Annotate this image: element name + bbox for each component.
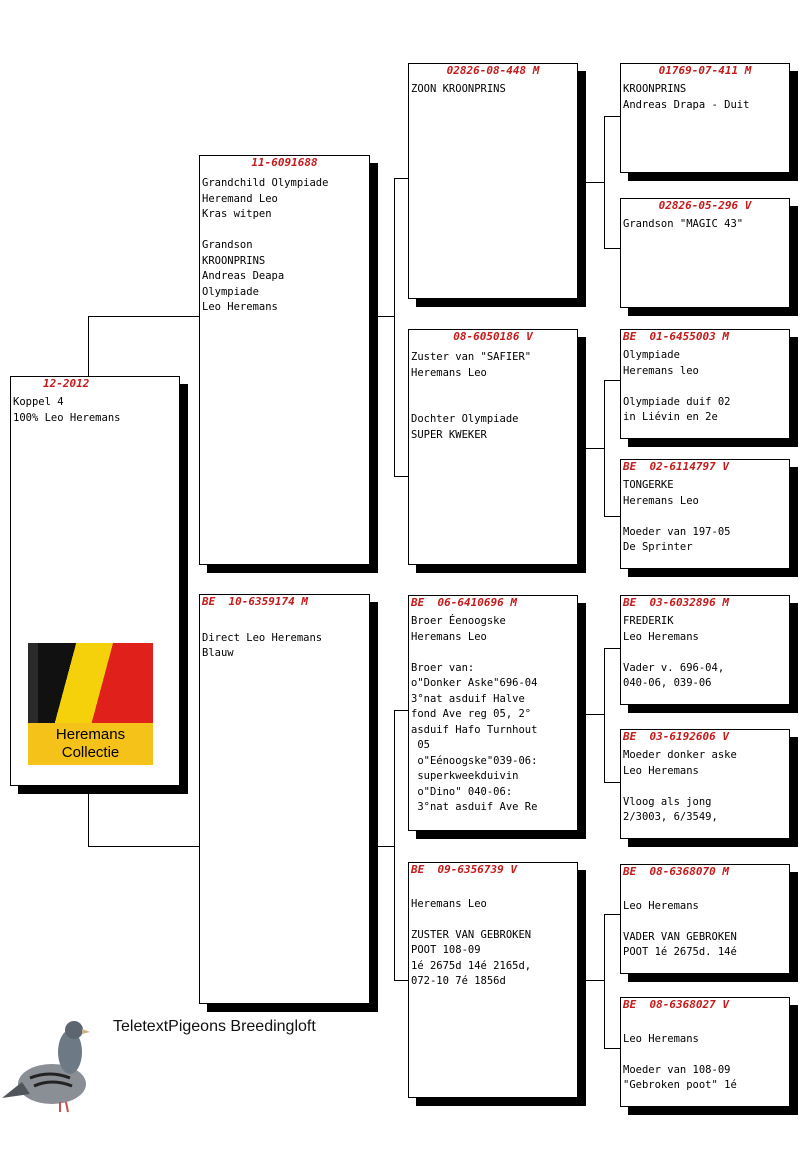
card-line [202,223,367,239]
card-line: Heremand Leo [202,192,278,205]
card-line [411,645,575,661]
connector [604,516,620,517]
card-line: 1é 2675d 14é 2165d, [411,959,532,972]
card-line: Grandchild Olympiade [202,177,329,189]
ds-sire-card[interactable] [620,595,790,705]
dd-dam-card[interactable] [620,997,790,1107]
card-line: Leo Heremans [202,301,278,313]
card-line: 100% Leo Heremans [13,411,121,424]
card-line: Leo Heremans [623,630,699,643]
ring-number: 08-6050186 V [453,330,533,343]
connector [586,448,604,449]
sd-sire-card[interactable] [620,329,790,439]
card-line: Moeder van 108-09 [623,1063,731,1076]
card-line [623,645,787,661]
dam-dam-card[interactable] [408,862,578,1098]
card-body [621,1012,789,1094]
card-body [409,610,577,816]
connector [604,248,620,249]
card-line: Broer van: [411,661,475,674]
card-line: Heremans Leo [411,366,487,379]
card-line: Moeder van 197-05 [623,525,731,538]
ring-number: 11-6091688 [251,156,318,169]
ring-number: 02826-05-296 V [658,199,752,212]
ss-sire-card[interactable] [620,63,790,173]
card-line: in Liévin en 2e [623,411,718,423]
ring-number: BE 06-6410696 M [411,596,517,609]
card-line [623,1016,787,1032]
ring-number: BE 03-6192606 V [623,730,729,743]
connector [88,846,200,847]
card-line: o"Dino" 040-06: [411,785,513,798]
card-line [623,1047,787,1063]
dam-card[interactable] [199,594,370,1004]
card-body [200,609,369,662]
ring-number: 12-2012 [43,377,90,390]
card-line: 3°nat asduif Ave Re [411,801,538,813]
card-line: Heremans Leo [623,494,699,507]
card-line: FREDERIK [623,615,674,627]
card-line: Broer Éenoogske [411,615,506,627]
card-line: SUPER KWEKER [411,428,487,441]
card-line [411,881,575,897]
sd-dam-card[interactable] [620,459,790,569]
card-line: Blauw [202,647,234,659]
card-line: Olympiade [202,285,259,298]
card-line: Grandson "MAGIC 43" [623,218,744,230]
card-line [411,912,575,928]
connector [394,710,408,711]
logo-line2: Collectie [61,744,120,761]
card-line: Heremans Leo [411,630,487,643]
connector [88,794,89,846]
connector [604,1048,620,1049]
card-line: Koppel 4 [13,396,64,408]
card-body [409,344,577,443]
card-line: De Sprinter [623,541,693,553]
card-line: Vloog als jong [623,795,712,808]
card-body [621,213,789,233]
ds-dam-card[interactable] [620,729,790,839]
connector [586,182,604,183]
connector [604,782,620,783]
connector [604,380,605,516]
belgian-flag-icon [38,643,153,723]
card-body [621,610,789,692]
brand-footer: TeletextPigeons Breedingloft [113,1018,316,1035]
card-body [621,474,789,556]
ring-number: BE 08-6368070 M [623,865,729,878]
dd-sire-card[interactable] [620,864,790,974]
ring-number: BE 03-6032896 M [623,596,729,609]
card-line: POOT 108-09 [411,944,481,956]
card-line: Direct Leo Heremans [202,631,323,644]
card-line: Leo Heremans [623,764,699,777]
card-body [409,78,577,98]
connector [604,380,620,381]
card-line [623,914,787,930]
card-body [409,877,577,990]
card-body [621,744,789,826]
card-line: Andreas Drapa - Duit [623,98,750,111]
card-line: Olympiade duif 02 [623,395,731,408]
card-line: KROONPRINS [623,83,687,95]
connector [394,178,408,179]
ring-number: BE 02-6114797 V [623,460,729,473]
card-line: Zuster van "SAFIER" [411,351,532,363]
card-line: 3°nat asduif Halve [411,692,525,705]
connector [604,116,620,117]
connector [88,316,200,317]
ring-number: BE 10-6359174 M [202,595,308,608]
card-line: Moeder donker aske [623,749,737,761]
connector [394,980,408,981]
ring-number: BE 09-6356739 V [411,863,517,876]
connector [394,476,408,477]
card-line: asduif Hafo Turnhout [411,723,538,736]
card-line: ZUSTER VAN GEBROKEN [411,928,532,941]
connector [586,980,604,981]
connector [604,648,620,649]
card-line [202,615,367,631]
card-line: ZOON KROONPRINS [411,83,506,95]
card-line: fond Ave reg 05, 2° [411,708,532,720]
card-line: KROONPRINS [202,254,266,267]
ring-number: 02826-08-448 M [446,64,540,77]
card-line: Olympiade [623,349,680,361]
card-line: Heremans leo [623,364,699,377]
card-body [200,170,369,316]
card-line: "Gebroken poot" 1é [623,1079,737,1091]
ss-dam-card[interactable] [620,198,790,308]
card-line: 2/3003, 6/3549, [623,811,718,823]
logo-line1: Heremans [55,726,126,743]
ring-number: BE 01-6455003 M [623,330,729,343]
card-line [623,509,787,525]
card-line: VADER VAN GEBROKEN [623,930,737,943]
card-line [623,883,787,899]
card-line: Andreas Deapa [202,270,285,282]
connector [394,178,395,476]
pigeon-icon [0,1012,100,1122]
card-line [411,397,575,413]
connector [586,714,604,715]
connector [604,116,605,248]
card-line: Kras witpen [202,208,272,220]
card-line: Leo Heremans [623,899,699,912]
card-line: Dochter Olympiade [411,413,519,425]
sire-dam-card[interactable] [408,329,578,565]
card-line: Leo Heremans [623,1032,699,1045]
card-line [411,381,575,397]
card-line: Grandson [202,239,253,251]
card-line: Heremans Leo [411,897,487,910]
card-body [621,879,789,961]
card-body [621,344,789,426]
connector [378,846,394,847]
connector [604,648,605,782]
card-line [623,779,787,795]
sire-sire-card[interactable] [408,63,578,299]
sire-card[interactable] [199,155,370,565]
card-body [621,78,789,113]
connector [394,710,395,980]
heremans-collectie-logo [28,643,153,765]
connector [88,316,89,376]
card-body [11,391,179,426]
card-line: o"Eénoogske"039-06: [411,754,538,767]
card-line: TONGERKE [623,479,674,491]
connector [604,914,620,915]
ring-number: BE 08-6368027 V [623,998,729,1011]
card-line: 040-06, 039-06 [623,677,712,689]
card-line [623,379,787,395]
dam-sire-card[interactable] [408,595,578,831]
card-line: Vader v. 696-04, [623,661,725,674]
connector [604,914,605,1048]
card-line: 072-10 7é 1856d [411,975,506,987]
card-line: o"Donker Aske"696-04 [411,677,538,689]
ring-number: 01769-07-411 M [658,64,752,77]
card-line: superkweekduivin [411,770,519,782]
card-line: 05 [411,739,430,751]
connector [378,316,394,317]
card-line: POOT 1é 2675d. 14é [623,946,737,958]
